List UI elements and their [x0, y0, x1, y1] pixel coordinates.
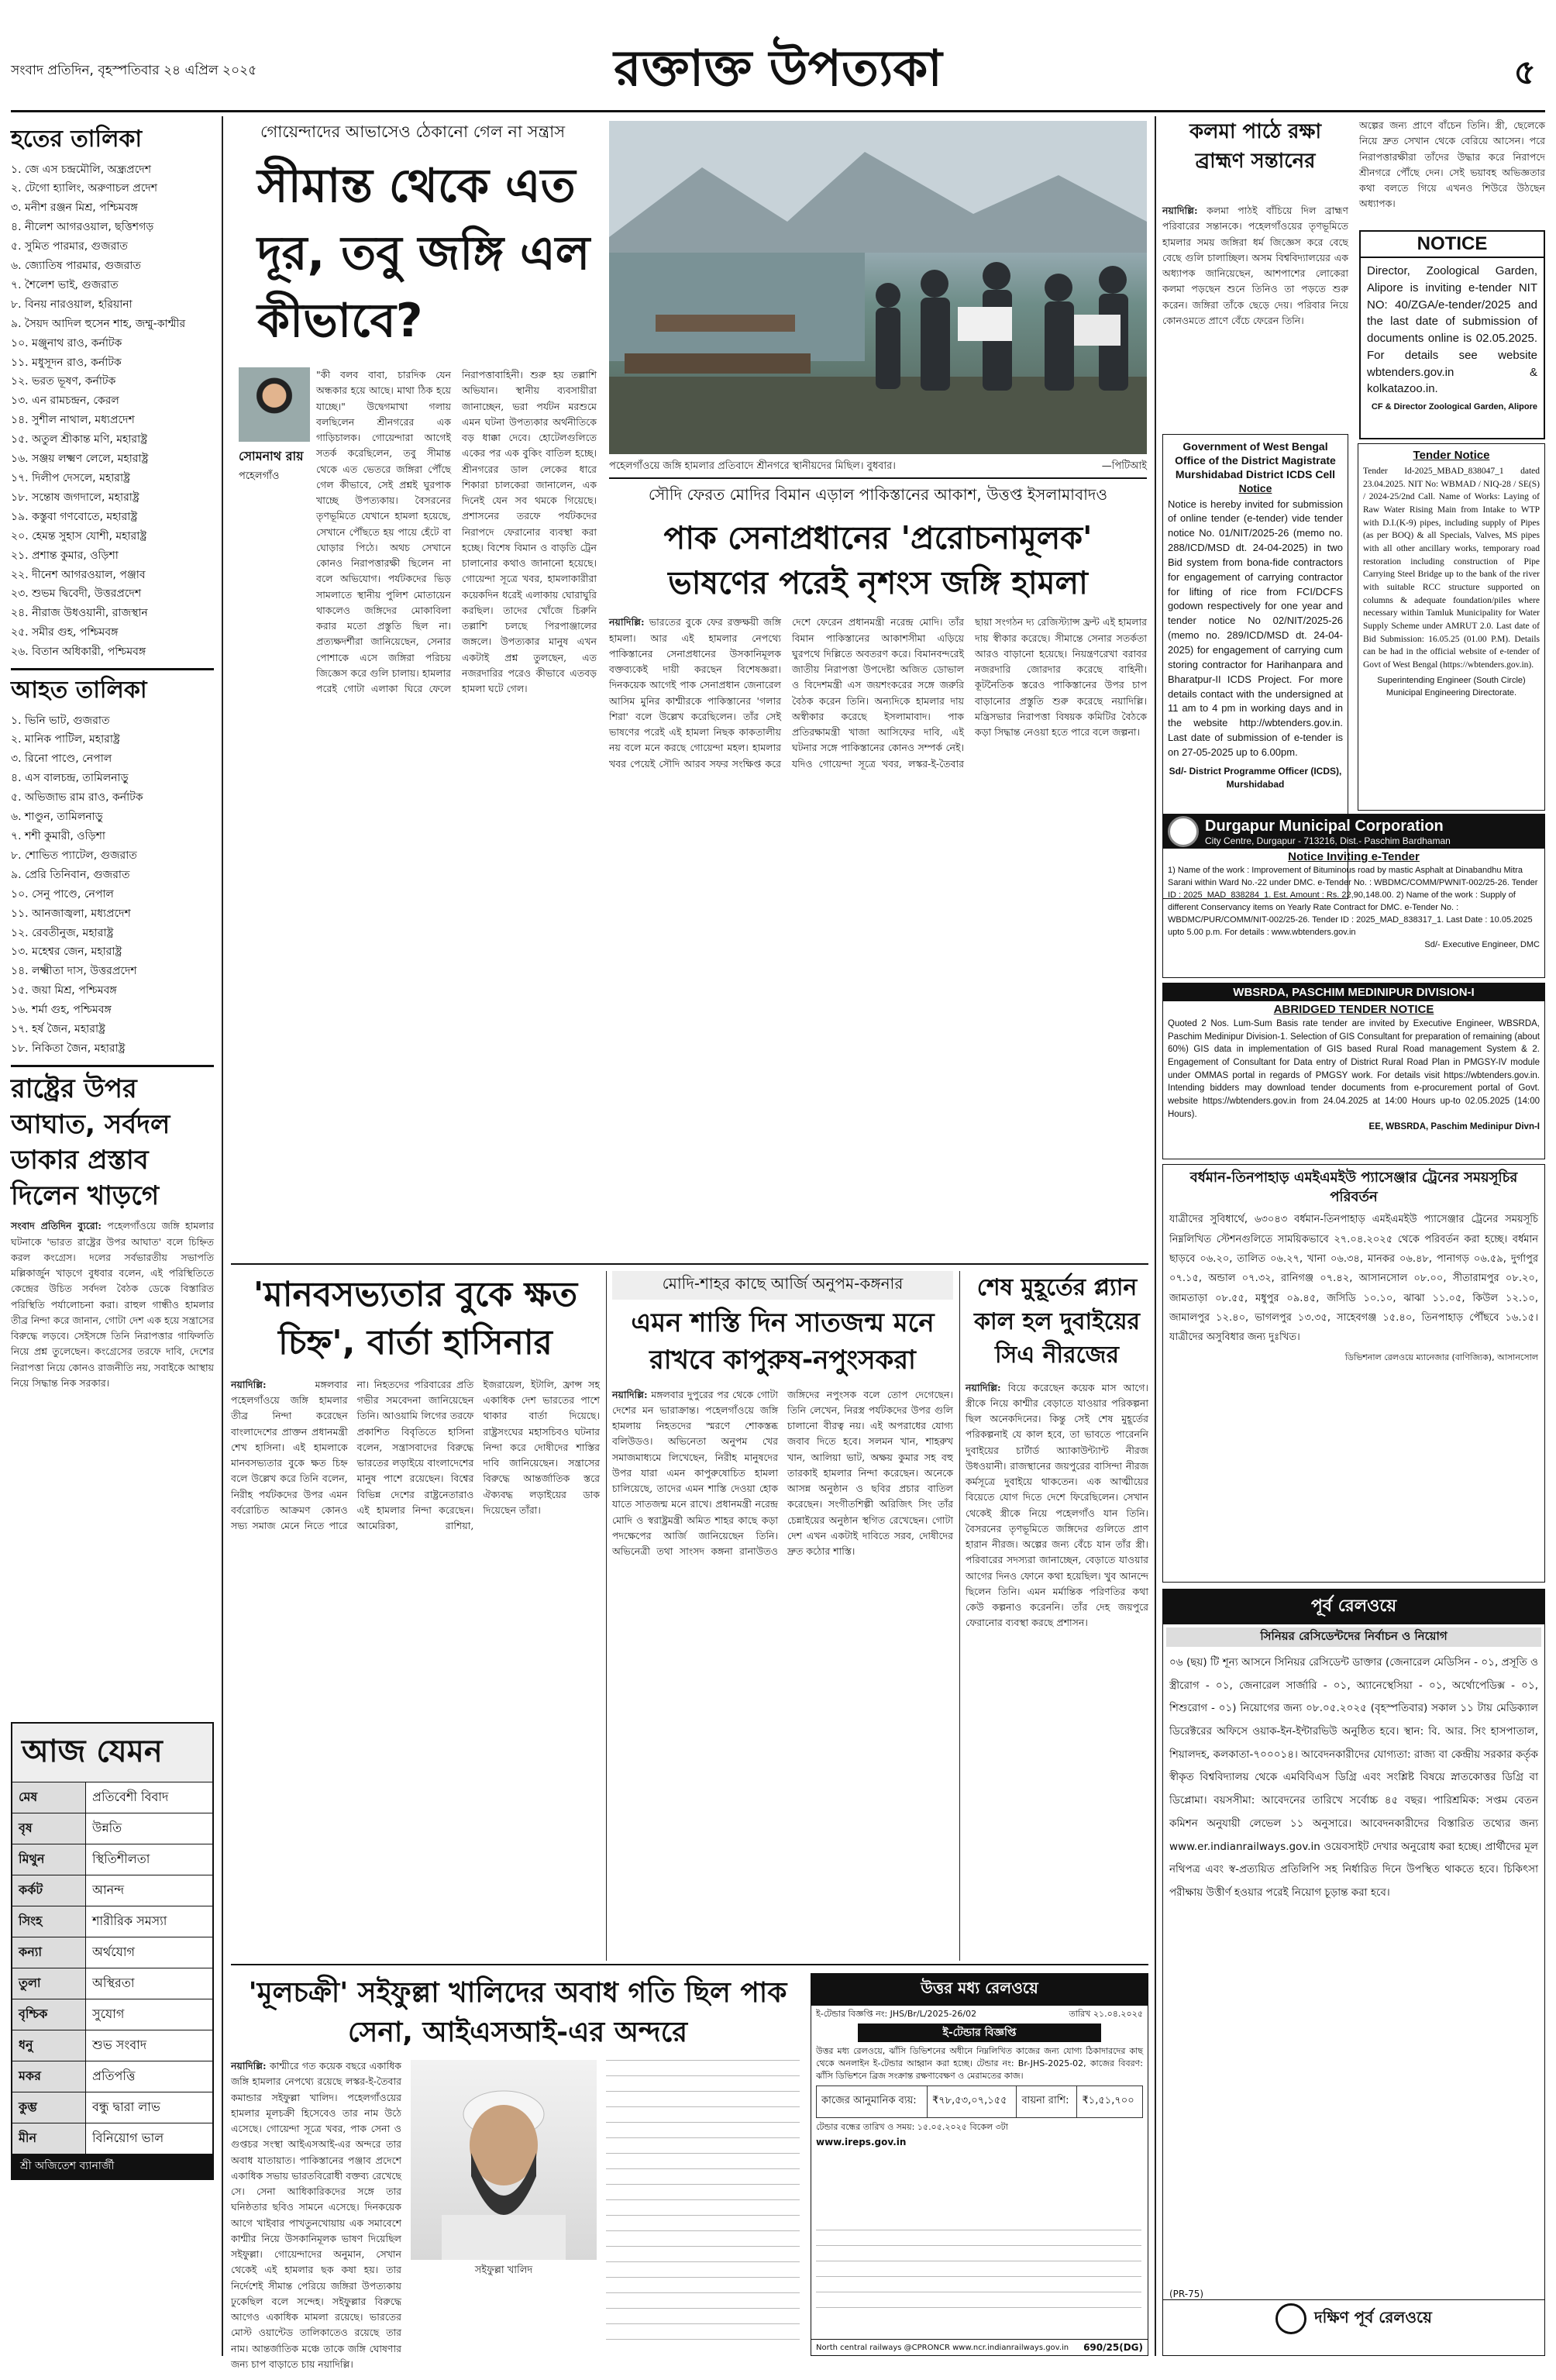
list-item: ৮. বিনয় নারওয়াল, হরিয়ানা [11, 298, 133, 311]
list-item: ৭. শশী কুমারী, ওড়িশা [11, 830, 105, 842]
col-divider-3 [606, 1271, 607, 1961]
saifulla-text: কাশ্মীরে গত কয়েক বছরে একাধিক জঙ্গি হামলার নেপথ্যে রয়েছে লস্কর-ই-তৈবার কমান্ডার সইফুল্লা খালিদ। পহেলগাঁওয়ের হামলার মূলচক্রী হিসেবেও তার নাম উঠে এসেছে। গোয়েন্দা সূত্রে খবর, পাক সেনা ও গুপ্তচর সংস্থা আইএসআই-এর অন্দরে তার অবাধ যাতায়াত। পাকিস্তানের পঞ্জাব প্রদেশে একাধিক সভায় ভারতবিরোধী বক্তব্য রেখেছে সে। সেনা আধিকারিকদের সঙ্গে তার ঘনিষ্ঠতার ছবিও সামনে এসেছে। দিনকয়েক আগে খাইবার পাখতুনখোয়ায় এক সমাবেশে কাশ্মীর নিয়ে উসকানিমূলক ভাষণ দিয়েছিল সইফুল্লা। গোয়েন্দাদের অনুমান, সেখান থেকেই এই হামলার ছক কষা হয়। তার নির্দেশেই সীমান্ত পেরিয়ে জঙ্গিরা উপত্যকায় ঢুকেছিল বলে সন্দেহ। সইফুল্লার বিরুদ্ধে আগেও একাধিক মামলা রয়েছে। ভারতের মোস্ট ওয়ান্টেড তালিকাতেও রয়েছে তার নাম। আন্তর্জাতিক মঞ্চে তাকে জঙ্গি ঘোষণার জন্য চাপ বাড়াতে চায় নয়াদিল্লি। [231, 2060, 401, 2370]
neeraj-headline: শেষ মুহূর্তের প্ল্যান কাল হল দুবাইয়ের সিএ নীরজের [973, 1274, 1141, 1369]
col-divider-1 [222, 116, 223, 2356]
horoscope-row [12, 1813, 212, 1844]
icds-notice-sign: Sd/- District Programme Officer (ICDS), Murshidabad [1169, 765, 1342, 790]
hasina-headline: 'মানবসভ্যতার বুকে ক্ষত চিহ্ন', বার্তা হাসিনার [253, 1275, 578, 1363]
tamluk-tender-notice [1358, 443, 1545, 811]
list-item: ১৯. কস্তুবা গণবোতে, মহারাষ্ট্র [11, 510, 138, 523]
horoscope-prediction: স্থিতিশীলতা [92, 1851, 150, 1867]
list-item: ১৫. জয়া মিশ্র, পশ্চিমবঙ্গ [11, 984, 117, 997]
horoscope-row [12, 1906, 212, 1937]
horoscope-sign: মীন [12, 2123, 86, 2154]
horoscope-sign: বৃষ [12, 1813, 86, 1844]
list-item: ৩. রিনো পাণ্ডে, নেপাল [11, 753, 112, 766]
train-notice-title: বর্ধমান-তিনপাহাড় এমইএমইউ প্যাসেঞ্জার ট্রেনের সময়সূচির পরিবর্তন [1189, 1169, 1518, 1206]
horoscope-prediction: অস্থিরতা [92, 1975, 135, 1991]
ncr-fineprint [816, 2230, 1141, 2315]
list-item: ৫. অভিজাভ রাম রাও, কর্নাটক [11, 791, 143, 804]
horoscope-prediction: প্রতিবেশী বিবাদ [92, 1789, 169, 1805]
page-number: ৫ [1513, 53, 1536, 92]
main-headline: সীমান্ত থেকে এত দূর, তবু জঙ্গি এল কীভাবে? [257, 159, 590, 348]
list-item: ৯. প্রেরি তিনিবান, গুজরাত [11, 868, 130, 881]
horoscope-title: আজ যেমন [12, 1724, 212, 1782]
horoscope-box [11, 1722, 214, 2180]
tender-notice-body: Tender Id-2025_MBAD_838047_1 dated 23.04.2025. NIT No: WBMAD / NIQ-28 / SE(S) / 2024-25/2nd Call. Name of Works: Laying of Raw Water Rising Main from Intake to WTP with D.I.(K-9) pipes, including supply of Pipes (as per BOQ) & all Specials, Valves, MS pipes with all other ancillary works, temporary road restoration including construction of Pipe Carrying Steel Bridge up to the bank of the river with suitable RCC structure supported on columns & adequate foundation/piles where necessary within Tamluk Municipality for Water Supply Scheme under AMRUT 2.0. Last date of Bid Submission: 16.05.25 (01.00 P.M). Details can be had in the official website of e-tender of Govt of West Bengal (https://wbtenders.gov.in). [1363, 467, 1540, 670]
dmc-sign: Sd/- Executive Engineer, DMC [1424, 939, 1540, 949]
horoscope-prediction: বিনিয়োগ ভাল [92, 2130, 164, 2146]
injured-list [11, 711, 214, 1059]
main-kicker: গোয়েন্দাদের আভাসেও ঠেকানো গেল না সন্ত্রাস [260, 122, 566, 141]
author-place: পহেলগাঁও [239, 470, 280, 482]
protest-photo [609, 121, 1147, 454]
horoscope-prediction: প্রতিপত্তি [92, 2068, 136, 2084]
ncr-subtitle: ই-টেন্ডার বিজ্ঞপ্তি [858, 2024, 1101, 2042]
anupam-kicker: মোদি-শাহর কাছে আর্জি অনুপম-কঙ্গনার [612, 1271, 953, 1300]
col-divider-4 [959, 1271, 960, 1961]
hasina-story [231, 1271, 600, 2046]
injured-list-title: আহত তালিকা [11, 677, 147, 704]
list-item: ৩. মনীশ রঞ্জন মিশ্র, পশ্চিমবঙ্গ [11, 201, 138, 215]
horoscope-row [12, 1875, 212, 1906]
eastern-railway-notice [1162, 1589, 1545, 2356]
list-item: ১৮. নিকিতা জৈন, মহারাষ্ট্র [11, 1042, 126, 1055]
horoscope-row [12, 2123, 212, 2154]
ncr-cost: ₹৭৮,৫৩,০৭,১৫৫ [927, 2086, 1017, 2117]
tender-notice-title: Tender Notice [1413, 449, 1490, 462]
dmc-logo-icon [1168, 816, 1199, 847]
horoscope-row [12, 1844, 212, 1875]
hasina-text: মঙ্গলবার পহেলগাঁওয়ে জঙ্গি হামলার তীব্র নিন্দা করেছেন বাংলাদেশের প্রাক্তন প্রধানমন্ত্রী শেখ হাসিনা। এই হামলাকে মানবসভ্যতার বুকে ক্ষত চিহ্ন বলে উল্লেখ করে তিনি বলেন, নিরীহ পর্যটকদের উপর এমন বর্বরোচিত আক্রমণ কোনও সভ্য সমাজ মেনে নিতে পারে না। নিহতদের পরিবারের প্রতি গভীর সমবেদনা জানিয়েছেন তিনি। আওয়ামি লিগের তরফে প্রকাশিত বিবৃতিতে হাসিনা বলেন, সন্ত্রাসবাদের বিরুদ্ধে ভারতের লড়াইয়ে বাংলাদেশের মানুষ পাশে রয়েছেন। বিশ্বের বিভিন্ন দেশের রাষ্ট্রনেতারাও এই হামলার নিন্দা করেছেন। আমেরিকা, রাশিয়া, ইজরায়েল, ইটালি, ফ্রান্স সহ একাধিক দেশ ভারতের পাশে থাকার বার্তা দিয়েছে। রাষ্ট্রসংঘের মহাসচিবও ঘটনার নিন্দা করে দোষীদের শাস্তির দাবি জানিয়েছেন। সন্ত্রাসের বিরুদ্ধে আন্তর্জাতিক স্তরে ঐক্যবদ্ধ লড়াইয়ের ডাক দিয়েছেন তাঁরা। [231, 1378, 600, 1532]
anupam-text: মঙ্গলবার দুপুরের পর থেকে গোটা দেশের মন ভারাক্রান্ত। পহেলগাঁওয়ে জঙ্গি হামলায় নিহতদের স্মরণে শোকস্তব্ধ বলিউডও। অভিনেতা অনুপম খের সমাজমাধ্যমে লিখেছেন, নিরীহ মানুষদের উপর যারা এমন কাপুরুষোচিত হামলা চালিয়েছে, তাদের এমন শাস্তি দেওয়া হোক যাতে সাতজন্ম মনে রাখে। প্রধানমন্ত্রী নরেন্দ্র মোদি ও স্বরাষ্ট্রমন্ত্রী অমিত শাহর কাছে কড়া পদক্ষেপের আর্জি জানিয়েছেন তিনি। অভিনেত্রী তথা সাংসদ কঙ্গনা রানাউতও জঙ্গিদের নপুংসক বলে তোপ দেগেছেন। তিনি লেখেন, নিরস্ত্র পর্যটকদের উপর গুলি চালানো বীরত্ব নয়। এই অপরাধের যোগ্য জবাব দিতে হবে। সলমন খান, শাহরুখ খান, আলিয়া ভাট, অক্ষয় কুমার সহ বহু তারকাই হামলার নিন্দা করেছেন। অনেকে আসন্ন অনুষ্ঠান ও ছবির প্রচার বাতিল করেছেন। সংগীতশিল্পী অরিজিৎ সিং তাঁর চেন্নাইয়ের অনুষ্ঠান স্থগিত রেখেছেন। গোটা দেশ এখন একটাই দাবিতে সরব, দোষীদের দ্রুত কঠোর শাস্তি। [612, 1388, 953, 1558]
horoscope-row [12, 1782, 212, 1813]
saifulla-story [231, 1973, 804, 2370]
list-item: ২৬. বিতান অধিকারী, পশ্চিমবঙ্গ [11, 646, 146, 659]
ncr-ref: ই-টেন্ডার বিজ্ঞপ্তি নং: JHS/Br/L/2025-26/02 [816, 2009, 977, 2019]
tender-notice-sign: Superintending Engineer (South Circle) Municipal Engineering Directorate. [1377, 675, 1526, 697]
ncr-social: North central railways @CPRONCR www.ncr.indianrailways.gov.in [816, 2343, 1069, 2352]
masthead-dateline: সংবাদ প্রতিদিন, বৃহস্পতিবার ২৪ এপ্রিল ২০২৫ [11, 63, 257, 78]
anupam-body [612, 1387, 953, 1930]
protest-photo-credit: —পিটিআই [1101, 460, 1147, 472]
list-item: ৪. এস বালচন্দ্র, তামিলনাড়ু [11, 772, 129, 785]
kalma-body-2: অল্পের জন্য প্রাণে বাঁচেন তিনি। স্ত্রী, ছেলেকে নিয়ে দ্রুত সেখান থেকে বেরিয়ে আসেন। পরে নিরাপত্তারক্ষীরা তাঁদের উদ্ধার করে নিরাপদে শ্রীনগরে পৌঁছে দেন। সেই ভয়াবহ অভিজ্ঞতার কথা বলতে গিয়ে এখনও শিউরে উঠছেন অধ্যাপক। [1359, 119, 1545, 210]
durgapur-notice [1162, 814, 1545, 978]
horoscope-sign: মকর [12, 2061, 86, 2092]
list-item: ৬. শাণ্ডুন, তামিলনাড়ু [11, 811, 103, 824]
anupam-lead: নয়াদিল্লি: [612, 1388, 648, 1400]
masthead [0, 0, 1556, 110]
wbsrda-title: ABRIDGED TENDER NOTICE [1273, 1003, 1434, 1016]
horoscope-prediction: আনন্দ [92, 1882, 125, 1898]
horoscope-credit: শ্রী অজিতেশ ব্যানার্জী [12, 2154, 212, 2179]
list-item: ২১. প্রশান্ত কুমার, ওড়িশা [11, 549, 119, 562]
kalma-lead: নয়াদিল্লি: [1162, 205, 1198, 216]
horoscope-sign: ধনু [12, 2030, 86, 2061]
photo-rule [609, 477, 1147, 479]
list-item: ১২. রেবতীনুজ, মহারাষ্ট্র [11, 926, 114, 939]
horoscope-sign: মেষ [12, 1782, 86, 1813]
list-item: ১৮. সন্তোষ জগদালে, মহারাষ্ট্র [11, 491, 139, 504]
list-item: ১১. আনজাজ্বলা, মধ্যপ্রদেশ [11, 907, 131, 920]
horoscope-row [12, 1937, 212, 1968]
horoscope-row [12, 2030, 212, 2061]
er-code: (PR-75) [1169, 2289, 1204, 2299]
horoscope-row [12, 2061, 212, 2092]
horoscope-row [12, 1968, 212, 1999]
wbsrda-org: WBSRDA, PASCHIM MEDINIPUR DIVISION-I [1163, 983, 1544, 1001]
ncr-site[interactable]: www.ireps.gov.in [816, 2136, 907, 2148]
list-item: ৪. নীলেশ আগরওয়াল, ছত্তিশগড় [11, 221, 154, 234]
list-item: ২. টেগো হ্যালিং, অরুণাচল প্রদেশ [11, 182, 158, 195]
saifulla-caption: সইফুল্লা খালিদ [474, 2265, 533, 2276]
main-story [231, 116, 597, 1232]
train-schedule-notice [1162, 1164, 1545, 1583]
list-item: ১৬. সঞ্জয় লক্ষ্মণ লেলে, মহারাষ্ট্র [11, 453, 149, 466]
masthead-rule [11, 110, 1545, 112]
kharge-body [11, 1218, 214, 1714]
dead-list [11, 160, 214, 663]
left-column [11, 124, 214, 2356]
kalma-body [1162, 203, 1348, 389]
horoscope-sign: সিংহ [12, 1906, 86, 1937]
dmc-body: 1) Name of the work : Improvement of Bituminous road by mastic Asphalt at Dinabandhu Mitra Sarani within Ward No.-22 under DMC. e-Tender No. : WBDMC/COMM/PWNIT-002/25-26. Tender ID : 2025_MAD_838284_1. Est. Amount : Rs. 22,90,148.00. 2) Name of the work : Supply of different Conservancy items on Yearly Rate Contract for DMC. e-Tender No. : WBDMC/PUR/COMM/NIT-002/25-26. Tender ID : 2025_MAD_838317_1. Last Date : 10.05.2025 upto 5.00 p.m. For details : www.wbtenders.gov.in [1168, 866, 1538, 937]
horoscope-sign: বৃশ্চিক [12, 1999, 86, 2030]
pak-kicker: সৌদি ফেরত মোদির বিমান এড়াল পাকিস্তানের আকাশ, উত্তপ্ত ইসলামাবাদও [648, 485, 1108, 504]
list-item: ২৫. সমীর গুহ, পশ্চিমবঙ্গ [11, 626, 119, 639]
icds-notice-body: Notice is hereby invited for submission of online tender (e-tender) vide tender notice No. 01/NIT/2025-26 (memo no. 288/ICD/MSD dt. 24-04-2025) in two Bid system from bona-fide contractors for engagement of carrying contractor for lifting of rice from FCI/DCFS godown respectively for one year and tender notice No 02/NIT/2025-26 (memo no. 289/ICD/MSD dt. 24-04-2025) for engagement of carrying cum storing contractor for Harihanpara and Bharatpur-II ICDS Project. For more details contact with the undersigned at 11 am to 4 pm in working days and in the website http://wbtenders.gov.in. Last date of submission of e-tender is on 27-05-2025 up to 6.00pm. [1168, 498, 1343, 758]
kalma-headline: কলমা পাঠে রক্ষা ব্রাহ্মণ সন্তানের [1189, 120, 1322, 173]
neeraj-text: বিয়ে করেছেন কয়েক মাস আগে। স্ত্রীকে নিয়ে কাশ্মীর বেড়াতে যাওয়ার পরিকল্পনা ছিল অনেকদিনের। কিন্তু সেই শেষ মুহূর্তের পরিকল্পনাই যে কাল হবে, তা ভাবতে পারেননি দুবাইয়ের চার্টার্ড অ্যাকাউন্ট্যান্ট নীরজ উধওয়ানী। রাজস্থানের জয়পুরের বাসিন্দা নীরজ কর্মসূত্রে দুবাইয়ে থাকতেন। এক আত্মীয়ের বিয়েতে যোগ দিতে দেশে ফিরেছিলেন। সেখান থেকেই স্ত্রীকে নিয়ে পহেলগাঁও যান তিনি। বৈসরনের তৃণভূমিতে জঙ্গিদের গুলিতে প্রাণ হারান নীরজ। অল্পের জন্য বেঁচে যান তাঁর স্ত্রী। পরিবারের সদস্যরা জানাচ্ছেন, বেড়াতে যাওয়ার আগের দিনও ফোনে কথা হয়েছিল। খুব আনন্দে ছিলেন তিনি। এমন মর্মান্তিক পরিণতির কথা কেউ কল্পনাও করেননি। তাঁর দেহ জয়পুরে ফেরানোর ব্যবস্থা করছে প্রশাসন। [966, 1381, 1148, 1629]
list-item: ১২. ভরত ভূষণ, কর্নাটক [11, 375, 116, 388]
list-item: ১. জে এস চন্দ্রমৌলি, অন্ধ্রপ্রদেশ [11, 163, 151, 176]
ncr-emd: ₹১,৫১,৭০০ [1077, 2086, 1143, 2117]
list-item: ১০. মঞ্জুনাথ রাও, কর্নাটক [11, 336, 122, 350]
pak-text: ভারতের বুকে ফের রক্তক্ষয়ী জঙ্গি হামলা। আর এই হামলার নেপথ্যে পাকিস্তানের সেনাপ্রধানের উসকানিমূলক বক্তব্যকেই দায়ী করছেন বিশেষজ্ঞরা। দিনকয়েক আগেই পাক সেনাপ্রধান জেনারেল আসিম মুনির কাশ্মীরকে পাকিস্তানের 'গলার শিরা' বলে উল্লেখ করেছিলেন। তাঁর সেই ভাষণের পরেই এই হামলা নিছক কাকতালীয় নয় বলে মনে করছে গোয়েন্দা মহল। হামলার খবর পেয়েই সৌদি আরব সফর সংক্ষিপ্ত করে দেশে ফেরেন প্রধানমন্ত্রী নরেন্দ্র মোদি। তাঁর বিমান পাকিস্তানের আকাশসীমা এড়িয়ে ঘুরপথে দিল্লিতে অবতরণ করে। বিমানবন্দরেই জাতীয় নিরাপত্তা উপদেষ্টা অজিত ডোভাল ও বিদেশমন্ত্রী এস জয়শংকরের সঙ্গে জরুরি বৈঠক করেন তিনি। অন্যদিকে হামলার দায় অস্বীকার করেছে ইসলামাবাদ। পাক প্রতিরক্ষামন্ত্রী খাজা আসিফের দাবি, এই ঘটনার সঙ্গে পাকিস্তানের কোনও সম্পর্ক নেই। যদিও গোয়েন্দা সূত্রে খবর, লস্কর-ই-তৈবার ছায়া সংগঠন দ্য রেজিস্ট্যান্স ফ্রন্ট এই হামলার দায় স্বীকার করেছে। সীমান্তে সেনার সতর্কতা আরও বাড়ানো হয়েছে। নিয়ন্ত্রণরেখা বরাবর নজরদারি জোরদার করেছে বাহিনী। কূটনৈতিক স্তরেও পাকিস্তানের উপর চাপ বাড়ানোর প্রস্তুতি শুরু করেছে নয়াদিল্লি। মন্ত্রিসভার নিরাপত্তা বিষয়ক কমিটির বৈঠকে কড়া সিদ্ধান্ত নেওয়া হতে পারে বলে জল্পনা। [609, 616, 1147, 770]
kharge-headline: রাষ্ট্রের উপর আঘাত, সর্বদল ডাকার প্রস্তাব দিলেন খাড়গে [11, 1073, 170, 1211]
saifulla-photo-art [411, 2060, 597, 2260]
list-item: ১৩. এন রামচন্দ্রন, কেরল [11, 394, 119, 408]
author-name: সোমনাথ রায় [239, 449, 304, 463]
er-body: ০৬ (ছয়) টি শূন্য আসনে সিনিয়র রেসিডেন্ট ডাক্তার (জেনারেল মেডিসিন - ০১, প্রসূতি ও স্ত্রীরোগ - ০১, জেনারেল সার্জারি - ০১, অ্যানেস্থেসিয়া - ০১, অর্থোপেডিক্স - ০১, শিশুরোগ - ০১) নিয়োগের জন্য ০৮.০৫.২০২৫ (বৃহস্পতিবার) সকাল ১১ টায় মেডিক্যাল ডিরেক্টরের অফিসে ওয়াক-ইন-ইন্টারভিউ অনুষ্ঠিত হবে। স্থান: বি. আর. সিং হাসপাতাল, শিয়ালদহ, কলকাতা-৭০০০১৪। আবেদনকারীদের যোগ্যতা: রাজ্য বা কেন্দ্রীয় সরকার কর্তৃক স্বীকৃত বিশ্ববিদ্যালয় থেকে এমবিবিএস ডিগ্রি এবং সংশ্লিষ্ট বিষয়ে স্নাতকোত্তর ডিগ্রি বা ডিপ্লোমা। বয়সসীমা: আবেদনের তারিখে সর্বোচ্চ ৪৫ বছর। পারিশ্রমিক: সপ্তম বেতন কমিশন অনুযায়ী লেভেল ১১ অনুসারে। আবেদনকারীদের বিস্তারিত তথ্যের জন্য www.er.indianrailways.gov.in ওয়েবসাইট দেখার অনুরোধ করা হচ্ছে। প্রার্থীদের মূল নথিপত্র এবং স্ব-প্রত্যয়িত প্রতিলিপি সহ নির্ধারিত দিনে উপস্থিত থাকতে হবে। চিকিৎসা পরীক্ষায় উত্তীর্ণ হওয়ার পরেই নিয়োগ চূড়ান্ত করা হবে। [1169, 1656, 1538, 1899]
main-body: "কী বলব বাবা, চারদিক যেন অন্ধকার হয়ে আছে। মাথা ঠিক হয়ে যাচ্ছে।" উদ্বেগমাখা গলায় বলছিলেন শ্রীনগরের এক গাড়িচালক। গোয়েন্দারা আগেই সতর্ক করেছিলেন, তবু সীমান্ত থেকে এত ভেতরে জঙ্গিরা পৌঁছে গেল কীভাবে, সেই প্রশ্নই ঘুরপাক খাচ্ছে উপত্যকায়। বৈসরনের তৃণভূমিতে যেখানে হামলা হয়েছে, সেখানে পৌঁছতে হয় পায়ে হেঁটে বা ঘোড়ার পিঠে। অথচ সেখানে কোনও নিরাপত্তারক্ষী ছিলেন না বলে অভিযোগ। পর্যটকদের ভিড় সামলাতে স্থানীয় পুলিশ মোতায়েন থাকলেও জঙ্গিদের মোকাবিলা করার মতো প্রস্তুতি ছিল না। প্রত্যক্ষদর্শীরা জানিয়েছেন, সেনার পোশাকে এসে জঙ্গিরা পরিচয় জিজ্ঞেস করে গুলি চালায়। হামলার পরেই গোটা এলাকা ঘিরে ফেলে নিরাপত্তাবাহিনী। শুরু হয় তল্লাশি অভিযান। স্থানীয় ব্যবসায়ীরা জানাচ্ছেন, ভরা পর্যটন মরশুমে এমন ঘটনা উপত্যকার অর্থনীতিকে বড় ধাক্কা দেবে। হোটেলগুলিতে একের পর এক বুকিং বাতিল হচ্ছে। শ্রীনগরের ডাল লেকের ধারে শিকারা চালকেরা জানালেন, এক দিনেই যেন সব থমকে গিয়েছে। প্রশাসনের তরফে পর্যটকদের নিরাপদে ফেরানোর ব্যবস্থা করা হচ্ছে। বিশেষ বিমান ও বাড়তি ট্রেন চালানোর কথাও জানানো হয়েছে। গোয়েন্দা সূত্রে খবর, হামলাকারীরা কয়েকদিন ধরেই এলাকায় ঘোরাঘুরি করছিল। তাদের খোঁজে চিরুনি তল্লাশি চলছে পিরপাঞ্জালের জঙ্গলে। উপত্যকার মানুষ এখন একটাই প্রশ্ন তুলছেন, এত নজরদারির পরেও কীভাবে এতবড় হামলা ঘটে গেল। [316, 369, 597, 694]
horoscope-sign: কুম্ভ [12, 2092, 86, 2123]
list-item: ২৩. শুভম দ্বিবেদী, উত্তরপ্রদেশ [11, 587, 142, 601]
masthead-title: রক্তাক্ত উপত্যকা [614, 40, 942, 98]
anupam-story [612, 1271, 953, 1961]
ncr-date: তারিখ ২১.০৪.২০২৫ [1069, 2009, 1143, 2019]
zoo-notice-title: NOTICE [1361, 232, 1544, 258]
pak-lead: নয়াদিল্লি: [609, 616, 645, 629]
anupam-headline: এমন শাস্তি দিন সাতজন্ম মনে রাখবে কাপুরুষ-নপুংসকরা [631, 1307, 935, 1376]
list-item: ১৪. সুশীল নাথাল, মধ্যপ্রদেশ [11, 414, 135, 427]
train-notice-sign: ডিভিশনাল রেলওয়ে ম্যানেজার (বাণিজ্যিক), আসানসোল [1344, 1352, 1538, 1362]
ncr-code: 690/25(DG) [1083, 2342, 1143, 2353]
list-item: ১. ভিনি ভাট, গুজরাত [11, 714, 110, 727]
ncr-cost-table [816, 2086, 1143, 2118]
icds-notice-title: Government of West Bengal Office of the District Magistrate Murshidabad District ICDS Cell [1175, 440, 1336, 481]
dmc-org: Durgapur Municipal Corporation [1205, 817, 1444, 835]
list-item: ১৭. হর্ষ জৈন, মহারাষ্ট্র [11, 1023, 105, 1036]
neeraj-body [966, 1380, 1148, 1861]
kalma-text: কলমা পাঠই বাঁচিয়ে দিল ব্রাহ্মণ পরিবারের সন্তানকে। পহেলগাঁওয়ের তৃণভূমিতে হামলার সময় জঙ্গিরা ধর্ম জিজ্ঞেস করে বেছে বেছে গুলি চালাচ্ছিল। অসম বিশ্ববিদ্যালয়ের এক অধ্যাপক জানিয়েছেন, আশপাশের লোকেরা কলমা পড়ছেন শুনে তিনিও তা পড়তে শুরু করেন। জঙ্গিরা তাঁকে ছেড়ে দেয়। পরিবার নিয়ে কোনওমতে প্রাণে বেঁচে ফেরেন তিনি। [1162, 205, 1348, 326]
pak-story [609, 484, 1147, 1263]
zoo-notice [1359, 230, 1545, 439]
horoscope-sign: তুলা [12, 1968, 86, 1999]
neeraj-story [966, 1271, 1148, 1961]
horoscope-prediction: অর্থযোগ [92, 1944, 135, 1960]
horoscope-sign: কন্যা [12, 1937, 86, 1968]
lower-rule [231, 1964, 1148, 1965]
list-item: ১৪. লক্ষ্মীতা দাস, উত্তরপ্রদেশ [11, 965, 137, 978]
ncr-closing: টেন্ডার বন্ধের তারিখ ও সময়: ১৫.০৫.২০২৫ বিকেল ৩টা [816, 2121, 1008, 2132]
wbsrda-sign: EE, WBSRDA, Paschim Medinipur Divn-I [1368, 1122, 1540, 1132]
list-item: ২৪. নীরাজ উধওয়ানী, রাজস্থান [11, 607, 148, 620]
saifulla-body-a [231, 2058, 401, 2370]
protest-photo-art [609, 121, 1147, 454]
dead-list-title: হতের তালিকা [11, 126, 143, 153]
list-item: ২. মানিক পাটিল, মহারাষ্ট্র [11, 733, 120, 746]
horoscope-row [12, 1999, 212, 2030]
col-divider-2 [1155, 116, 1156, 2356]
pak-body [609, 615, 1147, 1056]
er-title: পূর্ব রেলওয়ে [1163, 1590, 1544, 1624]
horoscope-prediction: বন্ধু দ্বারা লাভ [92, 2099, 160, 2115]
list-item: ৭. শৈলেশ ভাই, গুজরাত [11, 278, 119, 291]
list-item: ৮. শোভিত প্যাটেল, গুজরাত [11, 849, 137, 862]
kharge-text: পহেলগাঁওয়ে জঙ্গি হামলার ঘটনাকে 'ভারত রাষ্ট্রের উপর আঘাত' বলে চিহ্নিত করল কংগ্রেস। দলের সর্বভারতীয় সভাপতি মল্লিকার্জুন খাড়গে বুধবার বলেন, এই পরিস্থিতিতে কেন্দ্রের উচিত সর্বদল বৈঠক ডেকে বিস্তারিত পরিস্থিতি পর্যালোচনা করা। রাহুল গান্ধীও হামলার তীব্র নিন্দা করে জানান, গোটা দেশ এক হয়ে সন্ত্রাসের বিরুদ্ধে লড়বে। সেইসঙ্গে তিনি নিরাপত্তার গাফিলতি নিয়ে প্রশ্ন তুলেছেন। কংগ্রেসের তরফে দাবি, দেশের নিরাপত্তা নিয়ে কোনও রাজনীতি নয়, সবাইকে আস্থায় নিয়ে সিদ্ধান্ত নিক সরকার। [11, 1220, 214, 1389]
dmc-address: City Centre, Durgapur - 713216, Dist.- Paschim Bardhaman [1205, 835, 1451, 846]
list-item: ৯. সৈয়দ আদিল হুসেন শাহ, জম্মু-কাশ্মীর [11, 317, 186, 330]
author-photo [239, 367, 310, 442]
neeraj-lead: নয়াদিল্লি: [966, 1381, 1001, 1393]
railway-logo-icon [1275, 2303, 1306, 2334]
zoo-notice-sign: CF & Director Zoological Garden, Alipore [1371, 402, 1537, 412]
ncr-tender-ad [811, 1973, 1148, 2356]
wbsrda-body: Quoted 2 Nos. Lum-Sum Basis rate tender are invited by Executive Engineer, WBSRDA, Paschim Medinipur Division-1. Selection of GIS Consultant for preparation of remaining (about 60%) GIS data in implementation of GIS based Rural Road management System & 2. Engagement of Consultant for Data entry of District Rural Road Plan in PMGSY-IV module under OMMAS portal in regards of PMGSY work. For details visit https://wbtenders.gov.in. Intending bidders may download tender documents from e-procurement portal of Govt. website https://wbtenders.gov.in from 24.04.2025 at 14:00 Hours up-to 02.05.2025 (14:00 Hours). [1168, 1019, 1540, 1119]
saifulla-photo [411, 2060, 597, 2260]
list-item: ২০. হেমন্ত সুহাস যোশী, মহারাষ্ট্র [11, 529, 147, 542]
mid-rule [231, 1263, 1148, 1265]
horoscope-sign: কর্কট [12, 1875, 86, 1906]
list-item: ১৩. মহেশ্বর জেন, মহারাষ্ট্র [11, 945, 122, 959]
ncr-cost-label: কাজের আনুমানিক ব্যয়: [817, 2086, 928, 2117]
ncr-emd-label: বায়না রাশি: [1017, 2086, 1077, 2117]
list-item: ১০. সেনু পাণ্ডে, নেপাল [11, 887, 114, 901]
zoo-notice-body: Director, Zoological Garden, Alipore is inviting e-tender NIT NO: 40/ZGA/e-tender/2025 and the last date of submission of documents online is 02.05.2025. For details see website wbtenders.gov.in & kolkatazoo.in. [1367, 264, 1537, 396]
saifulla-headline: 'মূলচক্রী' সইফুল্লা খালিদের অবাধ গতি ছিল পাক সেনা, আইএসআই-এর অন্দরে [248, 1977, 787, 2049]
dmc-title: Notice Inviting e-Tender [1288, 850, 1420, 863]
list-item: ১৬. শর্মা গুহ, পশ্চিমবঙ্গ [11, 1004, 112, 1017]
icds-notice-sub: Notice [1238, 481, 1272, 494]
er-footer: দক্ষিণ পূর্ব রেলওয়ে [1314, 2307, 1432, 2327]
er-subtitle: সিনিয়র রেসিডেন্টদের নির্বাচন ও নিয়োগ [1166, 1627, 1541, 1647]
list-item: ১৫. অতুল শ্রীকান্ত মণি, মহারাষ্ট্র [11, 433, 148, 446]
list-item: ২২. দীনেশ আগরওয়াল, পঞ্জাব [11, 568, 146, 581]
horoscope-sign: মিথুন [12, 1844, 86, 1875]
pak-headline: পাক সেনাপ্রধানের 'প্ররোচনামূলক' ভাষণের পরেই নৃশংস জঙ্গি হামলা [663, 519, 1093, 602]
kharge-lead: সংবাদ প্রতিদিন ব্যুরো: [11, 1220, 102, 1232]
horoscope-prediction: উন্নতি [92, 1820, 122, 1836]
hasina-body [231, 1377, 600, 1834]
saifulla-lead: নয়াদিল্লি: [231, 2060, 267, 2072]
train-notice-body: যাত্রীদের সুবিধার্থে, ৬৩০৪৩ বর্ধমান-তিনপাহাড় এমইএমইউ প্যাসেঞ্জার ট্রেনের সময়সূচি নিম্নলিখিত স্টেশনগুলিতে সাময়িকভাবে ২৭.০৪.২০২৫ থেকে পরিবর্তন করা হচ্ছে। বর্ধমান ছাড়বে ০৬.২০, তালিত ০৬.২৭, খানা ০৬.৩৪, মানকর ০৬.৪৮, পানাগড় ০৬.৫৯, দুর্গাপুর ০৭.১৫, অন্ডাল ০৭.৩২, রানিগঞ্জ ০৭.৪২, আসানসোল ০৮.০০, সীতারামপুর ০৮.২০, জামতাড়া ০৮.৫৫, মধুপুর ০৯.৪৫, জসিডি ১০.১০, ঝাঝা ১১.০৫, কিউল ১২.১০, জামালপুর ১২.৪০, ভাগলপুর ১৩.৩৫, সাহেবগঞ্জ ১৫.৪০, তিনপাহাড় পৌঁছবে ১৬.১৫। যাত্রীদের অসুবিধার জন্য দুঃখিত। [1169, 1214, 1538, 1344]
list-item: ৫. সুমিত পারমার, গুজরাত [11, 240, 128, 253]
list-item: ৬. জ্যোতিষ পারমার, গুজরাত [11, 260, 141, 273]
horoscope-row [12, 2092, 212, 2123]
horoscope-prediction: সুযোগ [92, 2006, 125, 2022]
list-item: ১১. মধুসূদন রাও, কর্নাটক [11, 356, 122, 369]
hasina-lead: নয়াদিল্লি: [231, 1378, 267, 1390]
horoscope-prediction: শারীরিক সমস্যা [92, 1913, 167, 1929]
ncr-title: উত্তর মধ্য রেলওয়ে [811, 1974, 1148, 2006]
wbsrda-notice [1162, 983, 1545, 1159]
list-item: ১৭. দিলীপ দেসলে, মহারাষ্ট্র [11, 472, 130, 484]
saifulla-body-columns [606, 2060, 800, 2351]
horoscope-prediction: শুভ সংবাদ [92, 2037, 147, 2053]
protest-photo-caption: পহেলগাঁওয়ে জঙ্গি হামলার প্রতিবাদে শ্রীনগরে স্থানীয়দের মিছিল। বুধবার। [609, 460, 896, 472]
ncr-body: উত্তর মধ্য রেলওয়ে, ঝাঁসি ডিভিশনের অধীনে নিম্নলিখিত কাজের জন্য যোগ্য ঠিকাদারদের কাছ থেকে অনলাইন ই-টেন্ডার আহ্বান করা হচ্ছে। টেন্ডার নং: Br-JHS-2025-02, কাজের বিবরণ: ঝাঁসি ডিভিশনে ব্রিজ সংক্রান্ত রক্ষণাবেক্ষণ ও মেরামতের কাজ। [816, 2046, 1143, 2081]
horoscope-rows [12, 1782, 212, 2154]
